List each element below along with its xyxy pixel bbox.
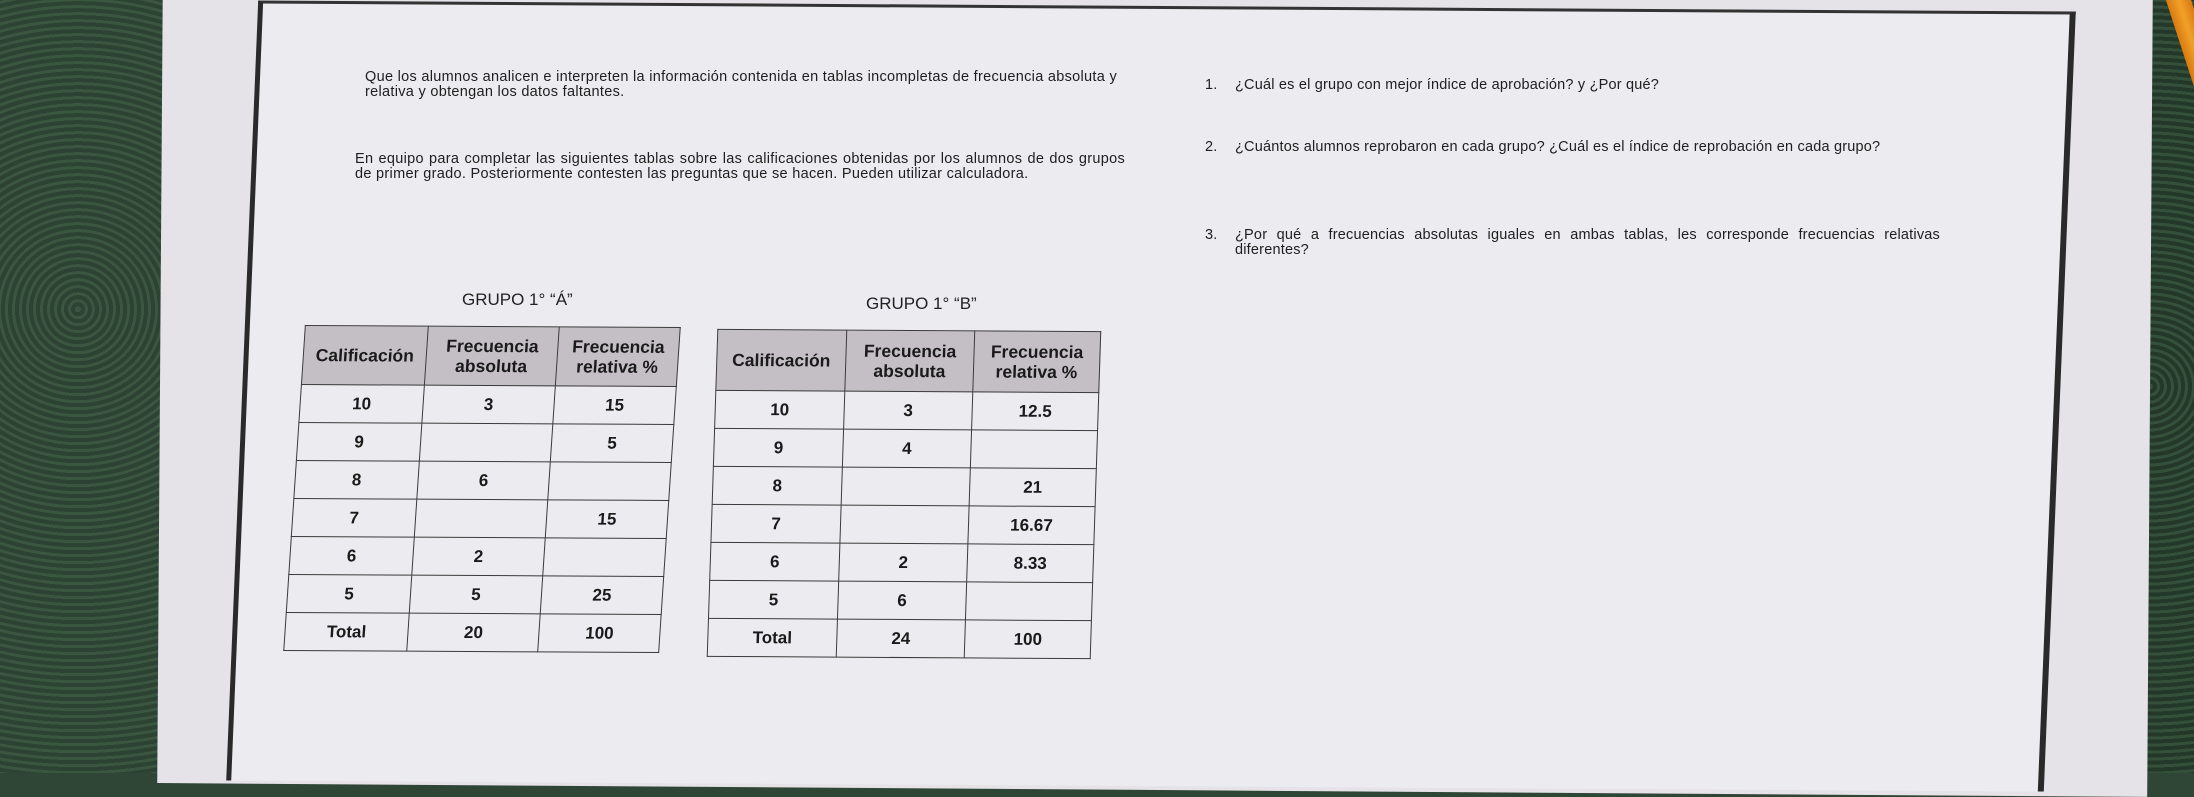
question-text: ¿Cuál es el grupo con mejor índice de aprobación? y ¿Por qué? [1235,77,1660,93]
question-number: 2. [1205,139,1218,155]
table-row [715,390,1099,430]
table-row [712,466,1096,506]
column-header: Frecuencia relativa % [555,327,680,387]
table-row [286,575,663,615]
column-header: Calificación [301,326,428,386]
table-cell [840,505,969,544]
question-text: ¿Cuántos alumnos reprobaron en cada grupo? ¿Cuál es el índice de reprobación en cada grupo? [1235,139,1881,155]
table-cell: 5 [708,580,838,619]
column-header: Frecuencia absoluta [424,326,559,386]
question-1 [1205,78,1945,93]
table-row [299,385,676,425]
table-cell: 6 [837,581,966,620]
table-cell: 3 [422,385,555,424]
table-cell: 21 [969,468,1096,507]
table-cell: 24 [836,619,965,658]
table-cell: 100 [538,614,661,653]
table-cell: 8 [712,466,842,505]
table-cell [548,462,671,501]
question-number: 1. [1205,77,1218,93]
table-total-row [284,613,661,653]
table-cell: 5 [409,575,542,614]
table-cell: 6 [417,461,550,500]
table-cell: 10 [299,385,424,424]
table-header-row [301,326,680,387]
table-cell: 25 [540,576,663,615]
table-cell: 15 [553,386,676,425]
question-text: ¿Por qué a frecuencias absolutas iguales en ambas tablas, les corresponde frecuencias relativas diferentes? [1235,227,1940,258]
table-cell: 10 [715,390,845,429]
table-cell: 9 [713,428,843,467]
table-cell: 20 [407,613,540,652]
table-cell: 100 [964,620,1091,659]
table-cell: 3 [844,391,973,430]
table-row [710,542,1094,582]
column-header: Frecuencia relativa % [973,331,1101,393]
table-cell: 4 [842,429,971,468]
table-row [291,499,668,539]
group-b-table [707,329,1102,659]
table-cell [841,467,970,506]
column-header: Calificación [716,329,847,391]
table-row [711,504,1095,544]
learning-objective: Que los alumnos analicen e interpreten la información contenida en tablas incompletas de frecuencia absoluta y relativa y obtengan los datos faltantes. [365,69,1117,100]
table-cell: 15 [545,500,668,539]
table-cell: 9 [296,423,421,462]
question-number: 3. [1205,227,1218,243]
table-cell: 7 [291,499,416,538]
table-cell [965,582,1092,621]
table-cell: 12.5 [972,392,1099,431]
table-row [713,428,1097,468]
table-cell: Total [707,618,837,657]
table-cell: 16.67 [968,506,1095,545]
table-row [289,537,666,577]
table-cell: 8 [294,461,419,500]
table-cell: 5 [286,575,411,614]
table-row [296,423,673,463]
table-cell [414,499,547,538]
group-a-table [283,325,681,653]
question-3 [1205,228,1945,258]
table-cell: 6 [710,542,840,581]
question-2 [1205,140,1945,155]
table-cell [419,423,552,462]
table-cell: 8.33 [967,544,1094,583]
table-header-row [716,329,1101,392]
table-cell [970,430,1097,469]
table-cell: 5 [550,424,673,463]
group-a-title: GRUPO 1° “Á” [462,290,573,309]
column-header: Frecuencia absoluta [845,330,975,392]
table-cell: 7 [711,504,841,543]
table-total-row [707,618,1091,658]
table-cell: Total [284,613,409,652]
table-row [294,461,671,501]
table-row [708,580,1092,620]
table-cell: 6 [289,537,414,576]
group-b-title: GRUPO 1° “B” [866,294,977,313]
table-cell [543,538,666,577]
instructions: En equipo para completar las siguientes tablas sobre las calificaciones obtenidas por los alumnos de dos grupos de primer grado. Posteriormente contesten las preguntas que se hacen. Pueden utilizar calculadora. [355,151,1125,182]
table-cell: 2 [839,543,968,582]
table-cell: 2 [412,537,545,576]
